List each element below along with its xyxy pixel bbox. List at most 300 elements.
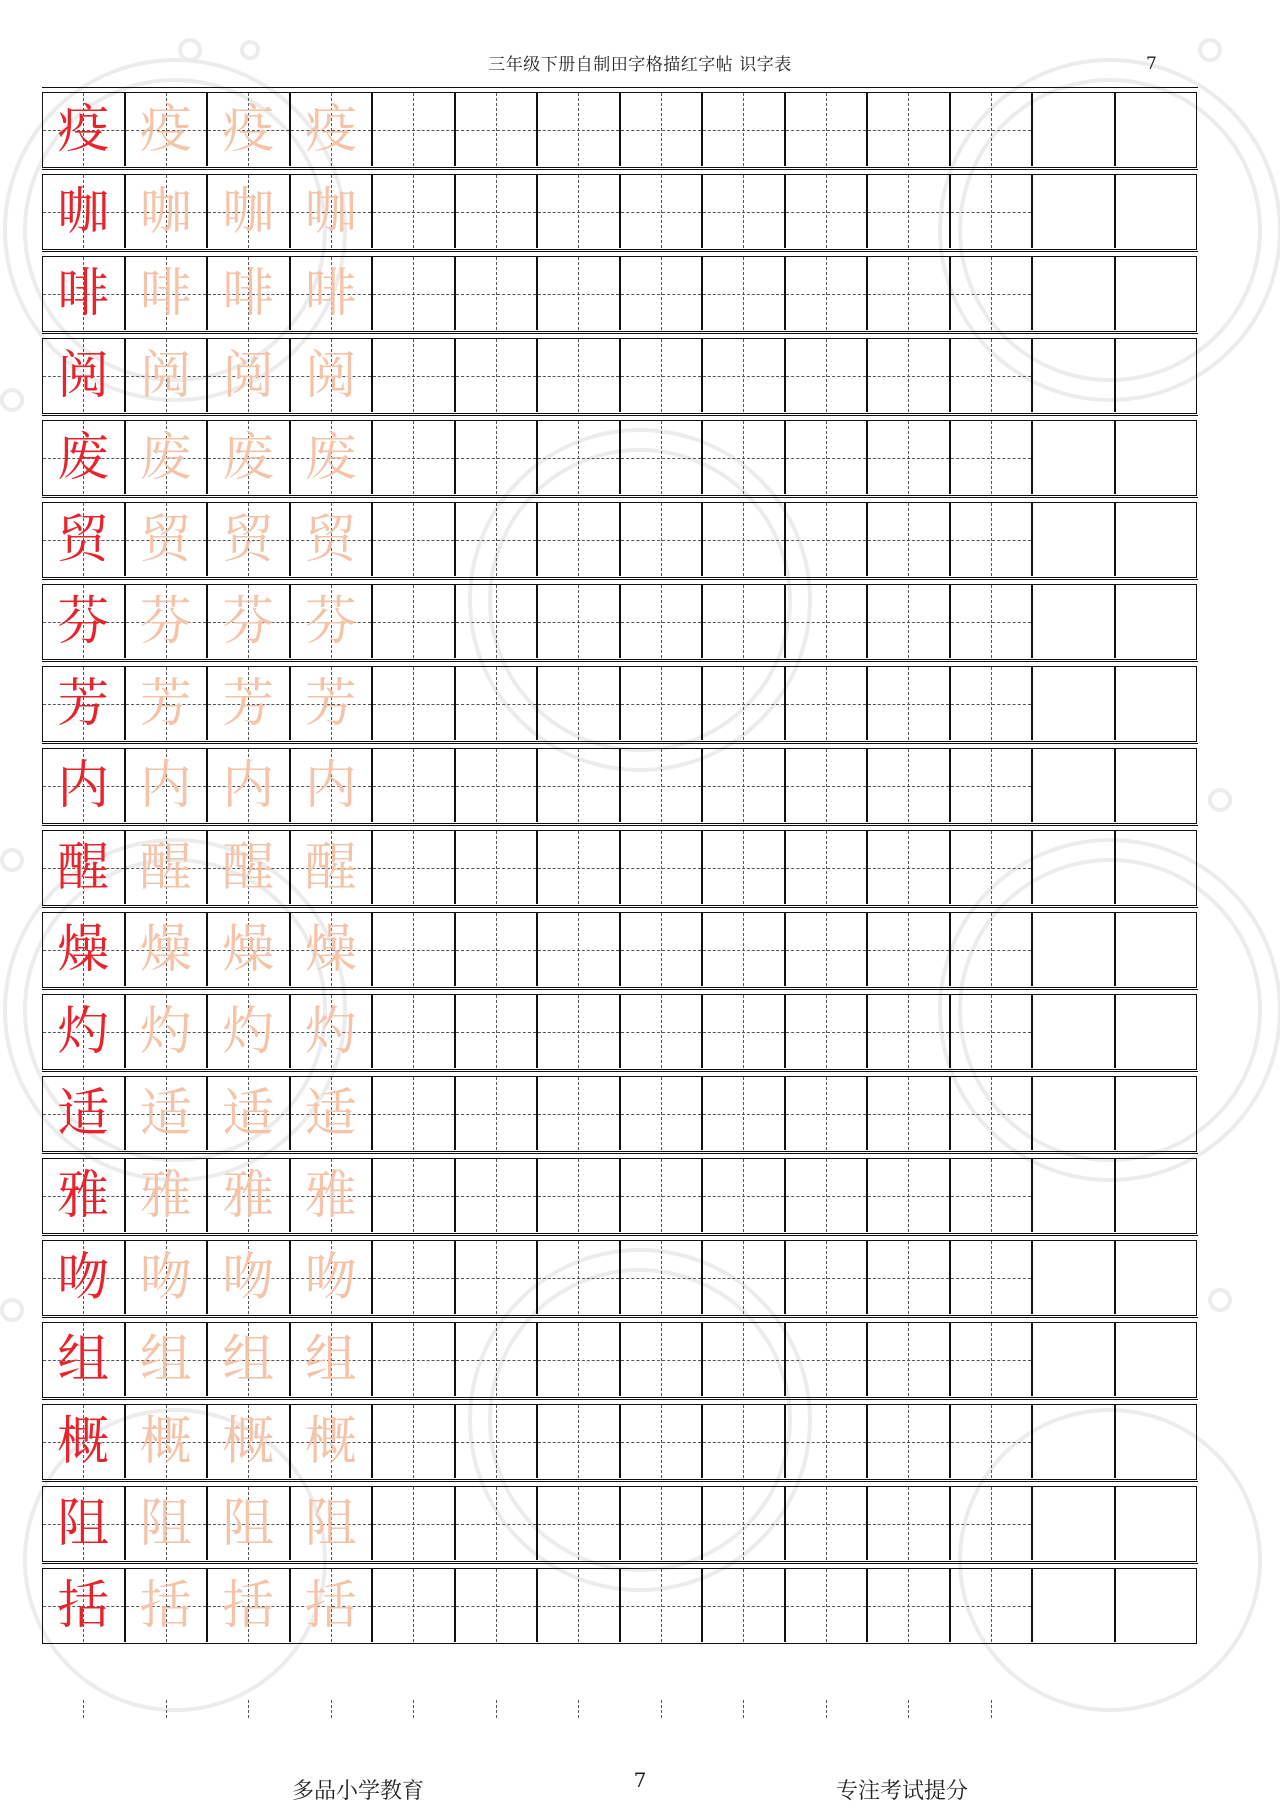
grid-guide-vertical <box>413 1159 414 1232</box>
tianzige-practice-sheet <box>42 92 1197 1650</box>
grid-guide-vertical <box>908 749 909 822</box>
grid-guide-vertical <box>991 421 992 494</box>
blank-cell <box>621 1569 704 1642</box>
blank-cell <box>868 749 951 822</box>
blank-cell <box>621 257 704 330</box>
trace-cell <box>291 667 374 740</box>
blank-cell <box>373 339 456 412</box>
trace-cell <box>208 1569 291 1642</box>
practice-row <box>42 502 1197 578</box>
blank-cell <box>538 831 621 904</box>
blank-cell <box>703 339 786 412</box>
trace-character: 芳 <box>222 673 275 734</box>
blank-cell <box>786 339 869 412</box>
trace-character: 醒 <box>304 837 357 898</box>
grid-guide-vertical <box>826 1487 827 1560</box>
grid-guide-vertical <box>743 503 744 576</box>
grid-guide-vertical <box>413 667 414 740</box>
blank-cell <box>786 93 869 166</box>
grid-guide-vertical <box>578 1241 579 1314</box>
blank-cell <box>786 1241 869 1314</box>
blank-cell <box>373 1405 456 1478</box>
grid-guide-vertical <box>991 1159 992 1232</box>
blank-cell <box>703 585 786 658</box>
grid-guide-vertical <box>908 503 909 576</box>
blank-cell <box>868 1405 951 1478</box>
trace-character: 啡 <box>139 263 192 324</box>
blank-cell <box>1116 831 1199 904</box>
trace-cell <box>291 1077 374 1150</box>
grid-guide-vertical <box>661 749 662 822</box>
blank-cell <box>951 1323 1034 1396</box>
blank-cell <box>456 1487 539 1560</box>
blank-cell <box>1116 1405 1199 1478</box>
trace-cell <box>291 913 374 986</box>
trace-cell <box>291 1569 374 1642</box>
blank-cell <box>1116 421 1199 494</box>
blank-cell <box>621 831 704 904</box>
model-cell <box>43 749 126 822</box>
grid-guide-vertical <box>908 667 909 740</box>
blank-cell <box>868 831 951 904</box>
blank-cell <box>703 995 786 1068</box>
practice-row <box>42 1404 1197 1480</box>
blank-cell <box>1116 339 1199 412</box>
grid-guide-vertical <box>496 831 497 904</box>
practice-row <box>42 994 1197 1070</box>
grid-guide-vertical <box>743 339 744 412</box>
practice-row <box>42 748 1197 824</box>
blank-cell <box>1033 1487 1116 1560</box>
grid-guide-vertical <box>743 175 744 248</box>
blank-cell <box>456 175 539 248</box>
blank-cell <box>373 175 456 248</box>
grid-guide-vertical <box>991 339 992 412</box>
blank-cell <box>786 1323 869 1396</box>
blank-cell <box>868 1159 951 1232</box>
grid-guide-vertical <box>578 1405 579 1478</box>
grid-guide-vertical <box>578 503 579 576</box>
blank-cell <box>786 667 869 740</box>
blank-cell <box>1033 339 1116 412</box>
blank-cell <box>786 1159 869 1232</box>
blank-cell <box>868 913 951 986</box>
grid-guide-vertical <box>661 995 662 1068</box>
blank-cell <box>1116 93 1199 166</box>
trace-character: 吻 <box>139 1247 192 1308</box>
blank-cell <box>456 585 539 658</box>
blank-cell <box>951 667 1034 740</box>
grid-guide-vertical <box>743 1487 744 1560</box>
grid-guide-vertical <box>496 1405 497 1478</box>
trace-cell <box>126 585 209 658</box>
blank-cell <box>1033 421 1116 494</box>
grid-guide-vertical <box>826 93 827 166</box>
model-cell <box>43 667 126 740</box>
grid-guide-vertical <box>661 1405 662 1478</box>
grid-tail-tick <box>826 1700 827 1718</box>
grid-guide-vertical <box>578 257 579 330</box>
grid-guide-vertical <box>413 339 414 412</box>
blank-cell <box>538 585 621 658</box>
grid-tail-tick <box>743 1700 744 1718</box>
blank-cell <box>1033 1241 1116 1314</box>
grid-guide-vertical <box>661 339 662 412</box>
blank-cell <box>538 749 621 822</box>
grid-guide-vertical <box>661 831 662 904</box>
trace-cell <box>208 749 291 822</box>
grid-guide-vertical <box>578 667 579 740</box>
grid-guide-vertical <box>908 831 909 904</box>
blank-cell <box>786 1077 869 1150</box>
grid-guide-vertical <box>578 175 579 248</box>
grid-guide-vertical <box>661 257 662 330</box>
trace-character: 芬 <box>139 591 192 652</box>
blank-cell <box>373 1487 456 1560</box>
grid-guide-vertical <box>413 1323 414 1396</box>
blank-cell <box>703 1569 786 1642</box>
blank-cell <box>1116 1487 1199 1560</box>
blank-cell <box>1033 257 1116 330</box>
blank-cell <box>538 1323 621 1396</box>
trace-cell <box>126 175 209 248</box>
model-cell <box>43 93 126 166</box>
blank-cell <box>703 1323 786 1396</box>
grid-guide-vertical <box>413 1569 414 1642</box>
grid-guide-vertical <box>496 1077 497 1150</box>
trace-cell <box>291 1405 374 1478</box>
grid-guide-vertical <box>661 1241 662 1314</box>
practice-row <box>42 338 1197 414</box>
grid-guide-vertical <box>908 175 909 248</box>
grid-guide-vertical <box>826 1159 827 1232</box>
trace-cell <box>291 175 374 248</box>
blank-cell <box>456 1159 539 1232</box>
blank-cell <box>538 257 621 330</box>
blank-cell <box>951 93 1034 166</box>
blank-cell <box>951 503 1034 576</box>
blank-cell <box>951 831 1034 904</box>
trace-character: 雅 <box>222 1165 275 1226</box>
blank-cell <box>951 257 1034 330</box>
blank-cell <box>538 93 621 166</box>
blank-cell <box>1116 913 1199 986</box>
blank-cell <box>868 995 951 1068</box>
blank-cell <box>373 421 456 494</box>
blank-cell <box>621 585 704 658</box>
blank-cell <box>703 175 786 248</box>
grid-guide-vertical <box>578 1159 579 1232</box>
trace-character: 内 <box>139 755 192 816</box>
grid-guide-vertical <box>661 1487 662 1560</box>
blank-cell <box>538 1159 621 1232</box>
grid-guide-vertical <box>743 667 744 740</box>
model-character: 阻 <box>57 1493 110 1554</box>
trace-cell <box>208 93 291 166</box>
blank-cell <box>538 913 621 986</box>
trace-cell <box>208 1159 291 1232</box>
trace-cell <box>126 503 209 576</box>
blank-cell <box>786 421 869 494</box>
trace-cell <box>126 1569 209 1642</box>
grid-guide-vertical <box>661 1569 662 1642</box>
trace-cell <box>208 995 291 1068</box>
blank-cell <box>456 995 539 1068</box>
blank-cell <box>786 175 869 248</box>
practice-row <box>42 1322 1197 1398</box>
model-character: 括 <box>57 1575 110 1636</box>
trace-character: 芬 <box>222 591 275 652</box>
grid-guide-vertical <box>991 585 992 658</box>
blank-cell <box>373 1241 456 1314</box>
trace-character: 疫 <box>222 99 275 160</box>
trace-cell <box>126 339 209 412</box>
grid-guide-vertical <box>661 1077 662 1150</box>
grid-guide-vertical <box>496 421 497 494</box>
trace-character: 组 <box>222 1329 275 1390</box>
blank-cell <box>951 913 1034 986</box>
grid-guide-vertical <box>826 831 827 904</box>
grid-guide-vertical <box>991 995 992 1068</box>
grid-guide-vertical <box>826 175 827 248</box>
blank-cell <box>1116 1159 1199 1232</box>
grid-guide-vertical <box>991 503 992 576</box>
blank-cell <box>703 1159 786 1232</box>
grid-guide-vertical <box>991 1487 992 1560</box>
blank-cell <box>703 667 786 740</box>
model-cell <box>43 257 126 330</box>
model-character: 概 <box>57 1411 110 1472</box>
blank-cell <box>703 1077 786 1150</box>
blank-cell <box>951 339 1034 412</box>
blank-cell <box>868 175 951 248</box>
trace-character: 咖 <box>222 181 275 242</box>
trace-cell <box>208 257 291 330</box>
model-character: 雅 <box>57 1165 110 1226</box>
trace-cell <box>208 421 291 494</box>
blank-cell <box>1033 831 1116 904</box>
grid-guide-vertical <box>743 1405 744 1478</box>
blank-cell <box>786 831 869 904</box>
blank-cell <box>621 1405 704 1478</box>
footer-slogan: 专注考试提分 <box>836 1779 969 1804</box>
trace-cell <box>291 421 374 494</box>
trace-character: 啡 <box>304 263 357 324</box>
grid-guide-vertical <box>991 831 992 904</box>
blank-cell <box>868 1077 951 1150</box>
grid-guide-vertical <box>578 1569 579 1642</box>
blank-cell <box>621 1241 704 1314</box>
grid-guide-vertical <box>496 749 497 822</box>
trace-cell <box>291 1159 374 1232</box>
grid-guide-vertical <box>496 995 497 1068</box>
grid-guide-vertical <box>413 421 414 494</box>
practice-row <box>42 912 1197 988</box>
grid-tail-tick <box>661 1700 662 1718</box>
blank-cell <box>786 257 869 330</box>
blank-cell <box>951 1569 1034 1642</box>
grid-guide-vertical <box>578 1077 579 1150</box>
grid-guide-vertical <box>991 93 992 166</box>
trace-character: 醒 <box>139 837 192 898</box>
grid-guide-vertical <box>991 749 992 822</box>
trace-cell <box>291 585 374 658</box>
model-cell <box>43 995 126 1068</box>
grid-guide-vertical <box>413 995 414 1068</box>
trace-character: 适 <box>139 1083 192 1144</box>
blank-cell <box>538 421 621 494</box>
blank-cell <box>1116 585 1199 658</box>
blank-cell <box>456 339 539 412</box>
model-cell <box>43 421 126 494</box>
blank-cell <box>1116 1077 1199 1150</box>
blank-cell <box>1116 995 1199 1068</box>
blank-cell <box>373 667 456 740</box>
grid-guide-vertical <box>908 995 909 1068</box>
grid-guide-vertical <box>908 257 909 330</box>
blank-cell <box>621 1487 704 1560</box>
trace-character: 阻 <box>222 1493 275 1554</box>
blank-cell <box>703 913 786 986</box>
trace-character: 阻 <box>304 1493 357 1554</box>
grid-guide-vertical <box>826 913 827 986</box>
model-character: 阅 <box>57 345 110 406</box>
practice-row <box>42 174 1197 250</box>
blank-cell <box>621 175 704 248</box>
blank-cell <box>786 995 869 1068</box>
blank-cell <box>868 339 951 412</box>
grid-guide-vertical <box>413 1077 414 1150</box>
blank-cell <box>456 1077 539 1150</box>
trace-cell <box>208 1405 291 1478</box>
grid-guide-vertical <box>578 339 579 412</box>
trace-character: 阅 <box>304 345 357 406</box>
grid-tail-tick <box>331 1700 332 1718</box>
blank-cell <box>951 175 1034 248</box>
grid-guide-vertical <box>413 503 414 576</box>
grid-guide-vertical <box>413 913 414 986</box>
model-character: 芳 <box>57 673 110 734</box>
blank-cell <box>1033 1159 1116 1232</box>
blank-cell <box>868 585 951 658</box>
blank-cell <box>373 995 456 1068</box>
blank-cell <box>703 1241 786 1314</box>
grid-guide-vertical <box>908 1569 909 1642</box>
model-character: 燥 <box>57 919 110 980</box>
blank-cell <box>868 1487 951 1560</box>
grid-guide-vertical <box>661 175 662 248</box>
blank-cell <box>951 995 1034 1068</box>
blank-cell <box>456 667 539 740</box>
grid-guide-vertical <box>826 749 827 822</box>
grid-guide-vertical <box>743 1159 744 1232</box>
grid-guide-vertical <box>991 1405 992 1478</box>
blank-cell <box>621 749 704 822</box>
grid-guide-vertical <box>496 1487 497 1560</box>
model-cell <box>43 1405 126 1478</box>
grid-guide-vertical <box>991 1241 992 1314</box>
trace-cell <box>208 1323 291 1396</box>
blank-cell <box>373 585 456 658</box>
trace-cell <box>126 1077 209 1150</box>
grid-guide-vertical <box>908 1405 909 1478</box>
blank-cell <box>703 503 786 576</box>
trace-character: 燥 <box>304 919 357 980</box>
blank-cell <box>373 913 456 986</box>
practice-row <box>42 1486 1197 1562</box>
blank-cell <box>868 1323 951 1396</box>
grid-guide-vertical <box>578 1487 579 1560</box>
grid-guide-vertical <box>496 1569 497 1642</box>
blank-cell <box>538 1487 621 1560</box>
grid-guide-vertical <box>991 1323 992 1396</box>
grid-guide-vertical <box>661 1323 662 1396</box>
grid-guide-vertical <box>661 585 662 658</box>
grid-guide-vertical <box>743 585 744 658</box>
blank-cell <box>373 1323 456 1396</box>
trace-cell <box>126 995 209 1068</box>
grid-guide-vertical <box>991 175 992 248</box>
blank-cell <box>1033 1077 1116 1150</box>
trace-cell <box>126 831 209 904</box>
practice-row <box>42 666 1197 742</box>
model-cell <box>43 1077 126 1150</box>
model-character: 啡 <box>57 263 110 324</box>
blank-cell <box>621 503 704 576</box>
blank-cell <box>456 1569 539 1642</box>
grid-guide-vertical <box>661 913 662 986</box>
grid-guide-vertical <box>826 503 827 576</box>
trace-character: 括 <box>304 1575 357 1636</box>
trace-character: 疫 <box>139 99 192 160</box>
trace-cell <box>126 93 209 166</box>
trace-cell <box>208 1241 291 1314</box>
blank-cell <box>951 1487 1034 1560</box>
grid-guide-vertical <box>496 257 497 330</box>
trace-cell <box>208 667 291 740</box>
trace-cell <box>291 339 374 412</box>
grid-guide-vertical <box>661 421 662 494</box>
trace-character: 咖 <box>139 181 192 242</box>
blank-cell <box>1033 995 1116 1068</box>
grid-tail-tick <box>991 1700 992 1718</box>
grid-guide-vertical <box>413 831 414 904</box>
blank-cell <box>868 257 951 330</box>
blank-cell <box>868 421 951 494</box>
trace-cell <box>208 1487 291 1560</box>
blank-cell <box>703 257 786 330</box>
trace-character: 灼 <box>139 1001 192 1062</box>
blank-cell <box>621 913 704 986</box>
grid-guide-vertical <box>661 503 662 576</box>
grid-guide-vertical <box>413 1405 414 1478</box>
trace-character: 阅 <box>139 345 192 406</box>
model-cell <box>43 503 126 576</box>
grid-tail-tick <box>413 1700 414 1718</box>
blank-cell <box>456 831 539 904</box>
model-cell <box>43 1569 126 1642</box>
model-character: 咖 <box>57 181 110 242</box>
grid-guide-vertical <box>413 257 414 330</box>
model-character: 醒 <box>57 837 110 898</box>
grid-guide-vertical <box>991 913 992 986</box>
grid-guide-vertical <box>743 913 744 986</box>
blank-cell <box>786 749 869 822</box>
blank-cell <box>1116 1569 1199 1642</box>
grid-guide-vertical <box>496 585 497 658</box>
model-cell <box>43 913 126 986</box>
trace-character: 雅 <box>139 1165 192 1226</box>
